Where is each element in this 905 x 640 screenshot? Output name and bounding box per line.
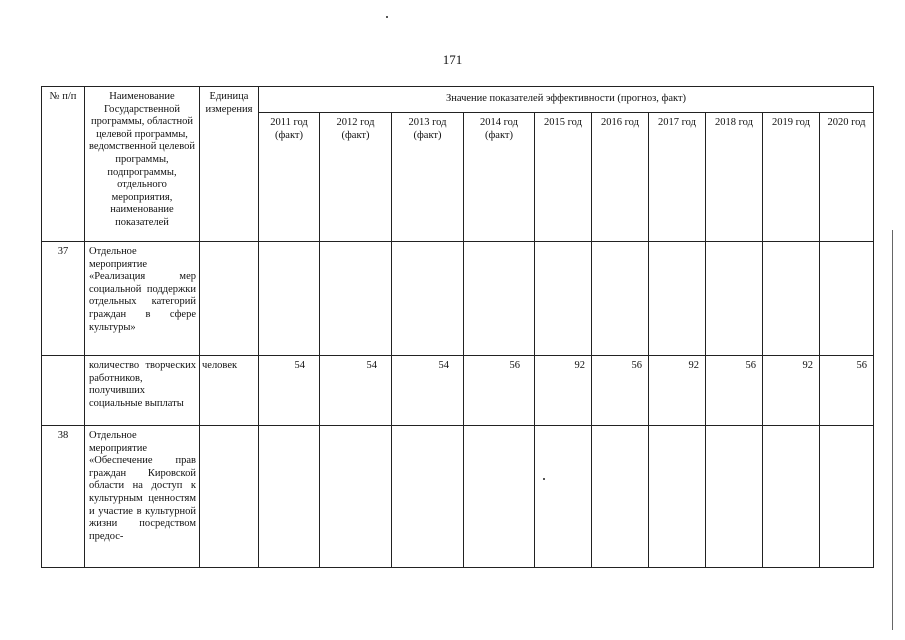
value-cell xyxy=(706,242,763,356)
header-indicator-values: Значение показателей эффективности (прогноз, факт) xyxy=(259,87,874,113)
value-cell: 92 xyxy=(649,356,706,426)
header-row-1 xyxy=(42,87,874,113)
header-name: Наименование Государственной программы, областной целевой программы, ведомственной целевой программы, подпрограммы, отдельного мероприятия, наименование показателей xyxy=(85,87,200,242)
header-year-2014 xyxy=(464,113,535,242)
value-cell xyxy=(535,426,592,568)
year-label: 2016 год xyxy=(601,117,639,128)
year-label: 2017 год xyxy=(658,117,696,128)
value-cell: 92 xyxy=(535,356,592,426)
value-cell xyxy=(820,242,874,356)
indicators-table xyxy=(41,86,874,568)
value-cell xyxy=(464,426,535,568)
year-note: (факт) xyxy=(484,129,513,141)
value-cell: 56 xyxy=(464,356,535,426)
value-cell: 92 xyxy=(763,356,820,426)
row-name: Отдельное мероприятие «Обеспечение прав граждан Кировской области на доступ к культурным ценностям и участие в культурной жизни посредством предос- xyxy=(85,426,200,568)
value-cell xyxy=(320,426,392,568)
value-cell: 56 xyxy=(592,356,649,426)
row-unit xyxy=(200,426,259,568)
year-label: 2019 год xyxy=(772,117,810,128)
year-note: (факт) xyxy=(274,129,303,141)
page-number: 171 xyxy=(442,52,463,67)
year-label: 2015 год xyxy=(544,117,582,128)
value-cell xyxy=(592,426,649,568)
scan-edge-line xyxy=(892,230,893,630)
value-cell: 56 xyxy=(820,356,874,426)
header-year-2016 xyxy=(592,113,649,242)
header-year-2013 xyxy=(392,113,464,242)
row-name: количество творческих работников, получивших социальные выплаты xyxy=(85,356,200,426)
header-year-2020 xyxy=(820,113,874,242)
header-unit: Единица измерения xyxy=(200,87,259,242)
row-num xyxy=(42,356,85,426)
value-cell xyxy=(763,242,820,356)
value-cell: 54 xyxy=(320,356,392,426)
row-num: 37 xyxy=(42,242,85,356)
year-label: 2011 год xyxy=(270,117,308,128)
year-label: 2014 год xyxy=(480,117,518,128)
value-cell xyxy=(592,242,649,356)
header-year-2017 xyxy=(649,113,706,242)
value-cell xyxy=(392,426,464,568)
table-row xyxy=(42,426,874,568)
year-label: 2012 год xyxy=(336,117,375,128)
scan-speck xyxy=(543,478,545,480)
row-unit: человек xyxy=(200,356,259,426)
year-label: 2020 год xyxy=(827,117,866,128)
year-label: 2018 год xyxy=(715,117,753,128)
value-cell xyxy=(259,242,320,356)
value-cell xyxy=(820,426,874,568)
value-cell xyxy=(706,426,763,568)
year-note: (факт) xyxy=(341,129,370,141)
header-year-2012 xyxy=(320,113,392,242)
value-cell xyxy=(649,242,706,356)
header-year-2019 xyxy=(763,113,820,242)
value-cell: 54 xyxy=(259,356,320,426)
value-cell xyxy=(464,242,535,356)
value-cell: 54 xyxy=(392,356,464,426)
value-cell xyxy=(535,242,592,356)
header-year-2011 xyxy=(259,113,320,242)
table-row xyxy=(42,356,874,426)
header-num: № п/п xyxy=(42,87,85,242)
value-cell xyxy=(320,242,392,356)
header-year-2018 xyxy=(706,113,763,242)
row-num: 38 xyxy=(42,426,85,568)
table-row xyxy=(42,242,874,356)
header-year-2015 xyxy=(535,113,592,242)
row-name: Отдельное мероприятие «Реализация мер социальной поддержки отдельных категорий граждан в сфере культуры» xyxy=(85,242,200,356)
value-cell xyxy=(763,426,820,568)
value-cell xyxy=(392,242,464,356)
value-cell: 56 xyxy=(706,356,763,426)
year-label: 2013 год xyxy=(408,117,447,128)
value-cell xyxy=(649,426,706,568)
year-note: (факт) xyxy=(413,129,442,141)
scan-speck xyxy=(386,16,388,18)
row-unit xyxy=(200,242,259,356)
value-cell xyxy=(259,426,320,568)
